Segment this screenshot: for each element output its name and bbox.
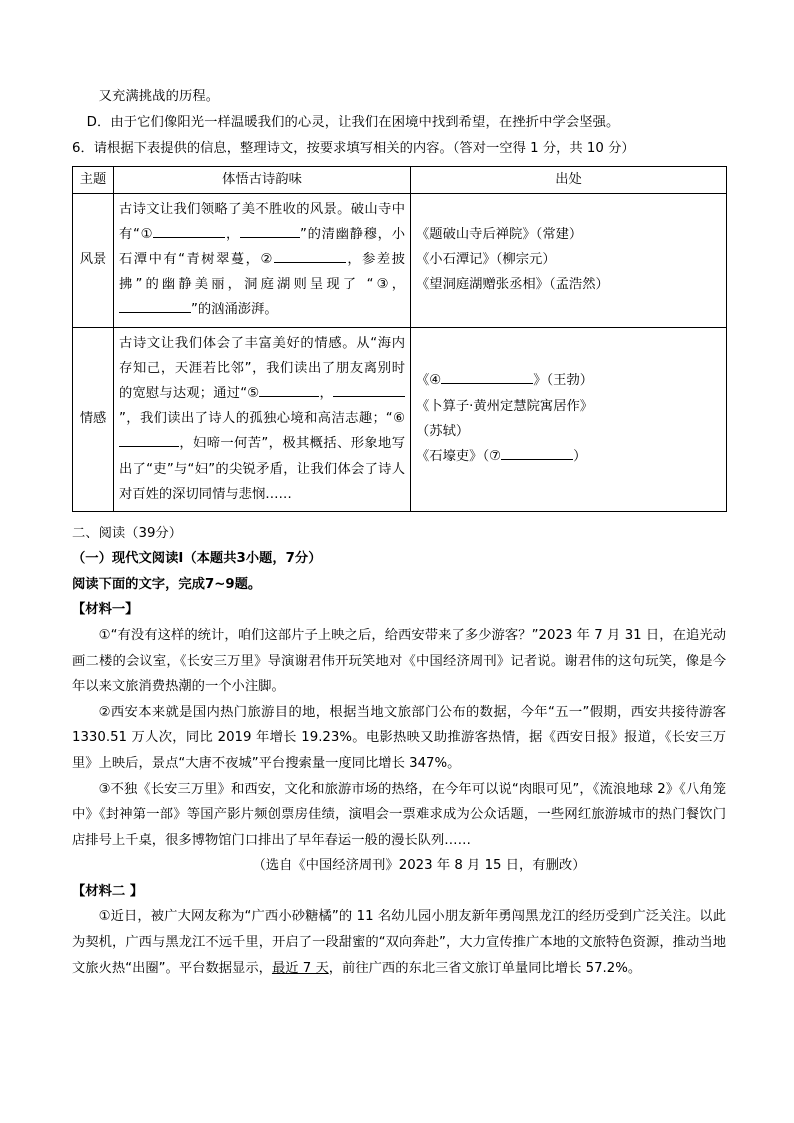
answer-blank-4[interactable]: [441, 383, 533, 384]
material-two-underlined-phrase: 最近 7 天: [271, 960, 329, 976]
source-item: （苏轼）: [416, 423, 470, 439]
row-theme-emotion: 情感: [73, 327, 114, 511]
source-item: [416, 444, 721, 469]
row-source-emotion: [411, 327, 727, 511]
row-source-scenery: [411, 193, 727, 327]
scenery-text-1: 古诗文让我们领略了美不胜收的风景。破山寺中有“①: [119, 201, 405, 242]
row-theme-scenery: 风景: [73, 193, 114, 327]
material-two-label: 【材料二 】: [72, 883, 144, 899]
material-one-paragraph-3: ③不独《长安三万里》和西安，文化和旅游市场的热络，在今年可以说“肉眼可见”，《流浪地球 2》《八角笼中》《封神第一部》等国产影片频创票房佳绩，演唱会一票难求成为公众话题，一些网红旅游城市的热门餐饮门店排号上千桌，很多博物馆门口排出了早年春运一般的漫长队列……: [72, 781, 726, 848]
scenery-text-5: ，: [391, 277, 405, 293]
answer-blank-2[interactable]: [274, 262, 346, 263]
material-one-attribution: （选自《中国经济周刊》2023 年 8 月 15 日，有删改）: [252, 858, 586, 874]
emotion-text-4: ，妇啼一何苦”，极其概括、形象地写出了“吏”与“妇”的尖锐矛盾，让我们体会了诗人对百姓的深切同情与悲悯……: [119, 436, 405, 502]
scenery-text-3: ”的清幽静穆，小石潭中有“青树翠蔓，②: [119, 226, 405, 267]
source-item: [416, 368, 721, 393]
scenery-text-6: ”的汹涌澎湃。: [191, 302, 278, 318]
material-two-text-lead: ①近日，被广大网友称为“广西小砂糖橘”的 11 名幼儿园小朋友新年勇闯黑龙江的经历受到广泛关注。以此为契机，广西与黑龙江不远千里，开启了一段甜蜜的“双向奔赴”，大力宣传推广本地的文旅特色资源，推动当地文旅火热“出圈”。平台数据显示，: [72, 909, 726, 976]
material-one-paragraph-1: ①“有没有这样的统计，咱们这部片子上映之后，给西安带来了多少游客？”2023 年 7 月 31 日，在追光动画二楼的会议室，《长安三万里》导演谢君伟开玩笑地对《中国经济周刊》记者说。谢君伟的这句玩笑，像是今年以来文旅消费热潮的一个小注脚。: [72, 627, 726, 695]
table-header-appreciation: 体悟古诗韵味: [114, 166, 411, 193]
reading-instruction: 阅读下面的文字，完成7~9题。: [72, 576, 262, 592]
source-text-4b: 》（王勃）: [533, 373, 594, 389]
table-header-row: [73, 166, 727, 193]
row-body-emotion: [114, 327, 411, 511]
source-item: 《卜算子·黄州定慧院寓居作》: [416, 398, 594, 414]
carryover-line-c: 又充满挑战的历程。: [98, 89, 220, 104]
answer-blank-1a[interactable]: [153, 237, 225, 238]
table-header-source: 出处: [411, 166, 727, 193]
table-row: [73, 193, 727, 327]
scenery-text-4: ，参差披拂”的幽静美丽，洞庭湖则呈现了 “③: [119, 251, 406, 293]
source-text-7a: 《石壕吏》（⑦: [416, 448, 502, 464]
material-one-paragraph-2: ②西安本来就是国内热门旅游目的地，根据当地文旅部门公布的数据，今年“五一”假期，西安共接待游客 1330.51 万人次，同比 2019 年增长 19.23%。电影热映又助推游客热情，据《西安日报》报道，《长安三万里》上映后，景点“大唐不夜城”平台搜索量一度同比增长 347%。: [72, 704, 726, 771]
poetry-table: [72, 166, 727, 512]
source-item: 《望洞庭湖赠张丞相》（孟浩然）: [416, 277, 609, 293]
answer-blank-3[interactable]: [119, 312, 191, 313]
material-two-text-tail: ，前往广西的东北三省文旅订单量同比增长 57.2%。: [328, 960, 642, 976]
page-content: [72, 84, 726, 981]
question-6-prompt: 6．请根据下表提供的信息，整理诗文，按要求填写相关的内容。（答对一空得 1 分，共 10 分）: [72, 141, 635, 156]
scenery-text-2: ，: [225, 226, 240, 242]
section-heading-reading: 二、阅读（39分）: [72, 525, 182, 541]
emotion-text-1: 古诗文让我们体会了丰富美好的情感。从“海内存知己，天涯若比邻”，我们读出了朋友离别时的宽慰与达观；通过“⑤: [119, 335, 405, 401]
row-body-scenery: [114, 193, 411, 327]
answer-blank-6[interactable]: [119, 446, 179, 447]
source-text-4a: 《④: [416, 373, 442, 389]
source-item: 《小石潭记》（柳宗元）: [416, 251, 556, 267]
option-d-line: D．由于它们像阳光一样温暖我们的心灵，让我们在困境中找到希望，在挫折中学会坚强。: [86, 114, 620, 130]
source-text-7b: ）: [573, 448, 587, 464]
table-row: [73, 327, 727, 511]
source-item: 《题破山寺后禅院》（常建）: [416, 226, 583, 242]
emotion-text-3: ”，我们读出了诗人的孤独心境和高洁志趣；“⑥: [119, 411, 405, 427]
answer-blank-1b[interactable]: [240, 237, 300, 238]
material-one-label: 【材料一】: [72, 602, 139, 618]
answer-blank-7[interactable]: [501, 459, 573, 460]
answer-blank-5b[interactable]: [333, 396, 405, 397]
answer-blank-5a[interactable]: [259, 396, 319, 397]
material-two-paragraph-1: [72, 904, 726, 981]
emotion-text-2: ，: [319, 385, 333, 401]
subsection-heading-modern-reading: （一）现代文阅读Ⅰ（本题共3小题，7分）: [72, 551, 322, 567]
table-header-theme: 主题: [73, 166, 114, 193]
